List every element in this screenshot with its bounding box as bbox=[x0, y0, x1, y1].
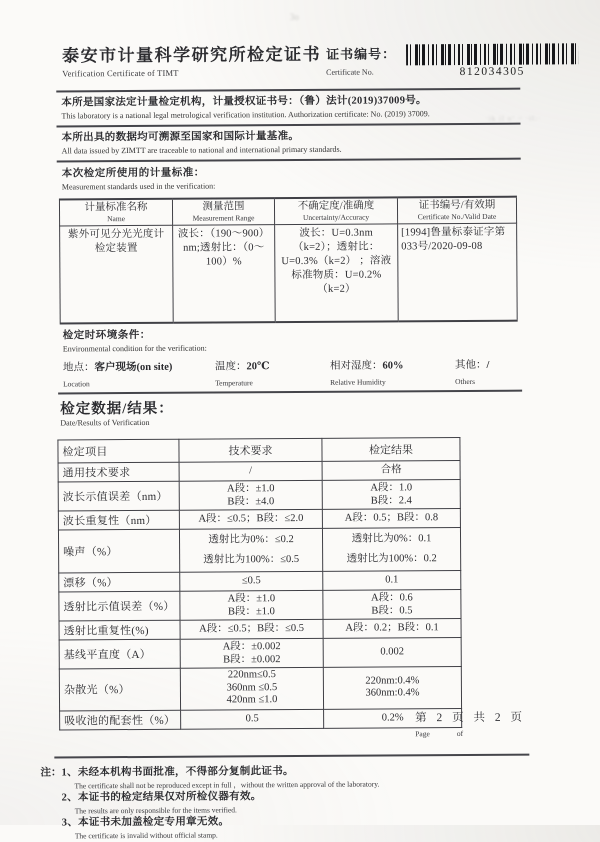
note-cn: 3、本证书未加盖检定专用章无效。 bbox=[61, 815, 230, 828]
env-humidity: 相对湿度：60% Relative Humidity bbox=[329, 359, 404, 387]
note-cn: 1、未经本机构书面批准，不得部分复制此证书。 bbox=[61, 765, 294, 778]
environment-heading-cn: 检定时环境条件： bbox=[62, 329, 151, 341]
statement-cn: 本所是国家法定计量检定机构，计量授权证书号：（鲁）法计(2019)37009号。 bbox=[61, 95, 427, 109]
page-title-en: Verification Certificate of TIMT bbox=[62, 67, 179, 79]
standards-header-row bbox=[59, 196, 516, 225]
notes-items bbox=[61, 765, 379, 842]
standards-table bbox=[59, 195, 518, 324]
scan-smudge: 3o bbox=[289, 12, 299, 23]
divider bbox=[54, 753, 529, 758]
page-title: 泰安市计量科学研究所检定证书 bbox=[62, 44, 322, 66]
traceability-statement bbox=[62, 129, 579, 156]
scan-smudge: ·ik il o‘ ~ ·il:· bbox=[485, 114, 542, 123]
table-row: 通用技术要求 / 合格 bbox=[58, 460, 460, 481]
col-header: 技术要求 bbox=[179, 438, 322, 462]
certificate-number-label-en: Certificate No. bbox=[326, 67, 374, 77]
divider bbox=[56, 88, 520, 93]
standards-row bbox=[60, 223, 518, 323]
standard-name: 紫外可见分光光度计检定装置 bbox=[60, 225, 174, 323]
certificate-number-labels bbox=[326, 46, 396, 76]
table-row: 波长示值误差（nm） A段：±1.0 B段：±4.0 A段：1.0 B段：2.4 bbox=[58, 479, 460, 510]
env-temperature: 温度：20℃ Temperature bbox=[214, 360, 270, 388]
statement-cn: 本所出具的数据均可溯源至国家和国际计量基准。 bbox=[61, 130, 300, 143]
note-en: The certificate shall not be reproduced except in full ，without the written approval of the laboratory. bbox=[74, 779, 380, 790]
certificate-number-label: 证书编号： bbox=[326, 46, 397, 62]
results-header-row bbox=[58, 437, 460, 462]
results-heading bbox=[60, 398, 580, 427]
note-cn: 2、本证书的检定结果仅对所检仪器有效。 bbox=[61, 790, 262, 803]
footnotes bbox=[40, 764, 582, 842]
statement-en: This laboratory is a national legal metrological verification institution. Authorization certificate: No. (2019) 37009. bbox=[61, 109, 430, 121]
results-heading-en: Date/Results of Verification bbox=[60, 417, 150, 427]
certificate-number-block bbox=[326, 43, 578, 79]
table-row: 吸收池的配套性（%） 0.5 0.2% bbox=[60, 708, 462, 729]
col-header: 计量标准名称 Name bbox=[59, 198, 172, 225]
table-row: 基线平直度（A） A段：±0.002 B段：±0.002 0.002 bbox=[59, 637, 461, 668]
note-en: The results are only responsible for the items verified. bbox=[74, 804, 237, 815]
page-indicator bbox=[415, 708, 555, 738]
table-row: 漂移（%） ≤0.5 0.1 bbox=[59, 570, 461, 591]
measurement-range: 波长：（190～900）nm;透射比：（0～100）% bbox=[173, 224, 276, 322]
certificate-header bbox=[62, 43, 578, 80]
col-header: 证书编号/有效期 Certificate No./Valid Date bbox=[397, 196, 516, 223]
col-header: 检定项目 bbox=[58, 439, 179, 463]
col-header: 不确定度/准确度 Uncertainty/Accuracy bbox=[274, 197, 397, 224]
barcode-block bbox=[406, 43, 578, 78]
divider bbox=[56, 123, 520, 127]
standards-heading-en: Measurement standards used in the verification: bbox=[61, 181, 216, 191]
divider bbox=[58, 389, 522, 394]
page-label-en: Page bbox=[415, 729, 430, 739]
standard-certificate: [1994]鲁量标泰证字第033号/2020-09-08 bbox=[398, 223, 518, 321]
page-number: 第 2 页 共 2 页 bbox=[415, 711, 526, 725]
table-row: 透射比示值误差（%） A段：±1.0 B段：±1.0 A段：0.6 B段：0.5 bbox=[59, 589, 461, 620]
statement-en: All data issued by ZIMTT are traceable to national and international primary standards. bbox=[61, 144, 342, 155]
uncertainty: 波长：U=0.3nm（k=2）；透射比：U=0.3%（k=2） ；溶液标准物质：U=0.2%（k=2） bbox=[275, 223, 399, 321]
barcode-icon bbox=[406, 43, 578, 65]
environment-heading-en: Environmental condition for the verification: bbox=[62, 343, 207, 353]
environment-heading bbox=[63, 327, 580, 354]
standards-heading bbox=[62, 165, 579, 192]
environment-row bbox=[63, 359, 522, 390]
results-table bbox=[57, 437, 462, 730]
env-location: 地点：客户现场(on site) Location bbox=[62, 361, 173, 388]
note-en: The certificate is invalid without official stamp. bbox=[74, 830, 218, 840]
table-row: 杂散光（%） 220nm≤0.5 360nm ≤0.5 420nm ≤1.0 220nm:0.4% 360nm:0.4% bbox=[59, 666, 461, 710]
results-heading-cn: 检定数据/结果： bbox=[60, 400, 174, 417]
table-row: 透射比重复性(%) A段：≤0.5；B段：≤0.5 A段：0.2；B段：0.1 bbox=[59, 618, 461, 639]
table-row: 波长重复性（nm） A段：≤0.5；B段：≤2.0 A段：0.5；B段：0.8 bbox=[58, 508, 460, 529]
of-label-en: of bbox=[456, 729, 464, 739]
col-header: 检定结果 bbox=[322, 437, 460, 461]
standards-heading-cn: 本次检定所使用的计量标准： bbox=[61, 167, 205, 179]
col-header: 测量范围 Measurement Range bbox=[172, 198, 274, 225]
env-others: 其他：/ Others bbox=[454, 359, 490, 386]
notes-label: 注： bbox=[40, 766, 62, 779]
certificate-number-value: 812034305 bbox=[459, 65, 525, 79]
title-block bbox=[62, 45, 321, 79]
divider bbox=[57, 157, 521, 162]
table-row: 噪声（%） 透射比为0%：≤0.2 透射比为100%：≤0.5 透射比为0%：0.1 透射比为100%：0.2 bbox=[58, 527, 460, 572]
